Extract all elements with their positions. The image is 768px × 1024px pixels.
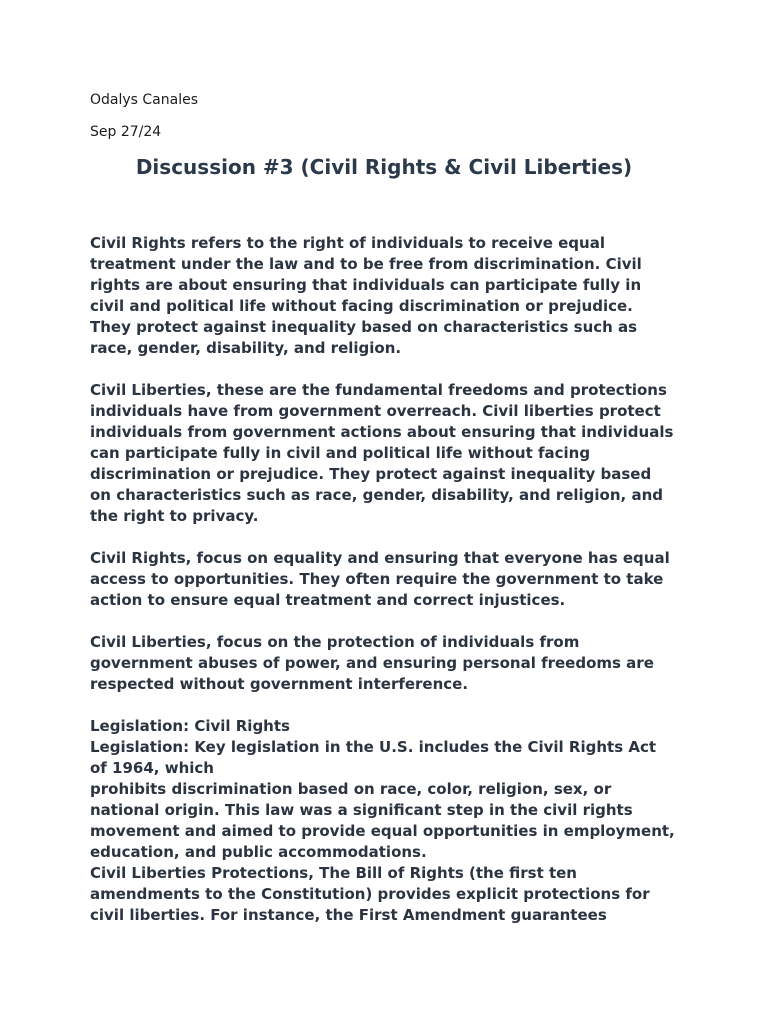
text-line: movement and aimed to provide equal opportunities in employment, xyxy=(90,822,675,840)
text-line: discrimination or prejudice. They protect against inequality based xyxy=(90,465,652,483)
text-line: action to ensure equal treatment and correct injustices. xyxy=(90,591,566,609)
text-line: race, gender, disability, and religion. xyxy=(90,339,402,357)
text-line: on characteristics such as race, gender, disability, and religion, and xyxy=(90,486,663,504)
paragraph-civil-liberties-focus xyxy=(90,632,690,695)
text-line: civil and political life without facing discrimination or prejudice. xyxy=(90,297,633,315)
text-line: government abuses of power, and ensuring personal freedoms are xyxy=(90,654,654,672)
text-line: Civil Liberties, focus on the protection of individuals from xyxy=(90,633,580,651)
text-line: the right to privacy. xyxy=(90,507,259,525)
text-line: Civil Liberties, these are the fundamental freedoms and protections xyxy=(90,381,667,399)
text-line: individuals from government actions about ensuring that individuals xyxy=(90,423,674,441)
text-line: respected without government interference. xyxy=(90,675,469,693)
paragraph-legislation xyxy=(90,716,690,926)
text-line: Legislation: Civil Rights xyxy=(90,717,290,735)
text-line: They protect against inequality based on characteristics such as xyxy=(90,318,638,336)
text-line: can participate fully in civil and political life without facing xyxy=(90,444,591,462)
text-line: amendments to the Constitution) provides explicit protections for xyxy=(90,885,650,903)
text-line: treatment under the law and to be free from discrimination. Civil xyxy=(90,255,642,273)
text-line: access to opportunities. They often require the government to take xyxy=(90,570,664,588)
text-line: Civil Rights, focus on equality and ensuring that everyone has equal xyxy=(90,549,670,567)
text-line: prohibits discrimination based on race, color, religion, sex, or xyxy=(90,780,612,798)
text-line: rights are about ensuring that individuals can participate fully in xyxy=(90,276,642,294)
paragraph-civil-rights-focus xyxy=(90,548,690,611)
document-title: Discussion #3 (Civil Rights & Civil Liberties) xyxy=(135,155,633,179)
text-line: national origin. This law was a significant step in the civil rights xyxy=(90,801,633,819)
paragraph-civil-liberties-definition xyxy=(90,380,690,527)
document-body xyxy=(90,233,690,926)
document-date: Sep 27/24 xyxy=(90,124,162,140)
text-line: civil liberties. For instance, the First Amendment guarantees xyxy=(90,906,607,924)
text-line: Civil Rights refers to the right of individuals to receive equal xyxy=(90,234,605,252)
author-name: Odalys Canales xyxy=(90,92,199,108)
text-line: of 1964, which xyxy=(90,759,214,777)
text-line: Civil Liberties Protections, The Bill of Rights (the first ten xyxy=(90,864,577,882)
text-line: individuals have from government overreach. Civil liberties protect xyxy=(90,402,661,420)
text-line: Legislation: Key legislation in the U.S. includes the Civil Rights Act xyxy=(90,738,657,756)
text-line: education, and public accommodations. xyxy=(90,843,427,861)
paragraph-civil-rights-definition xyxy=(90,233,690,359)
